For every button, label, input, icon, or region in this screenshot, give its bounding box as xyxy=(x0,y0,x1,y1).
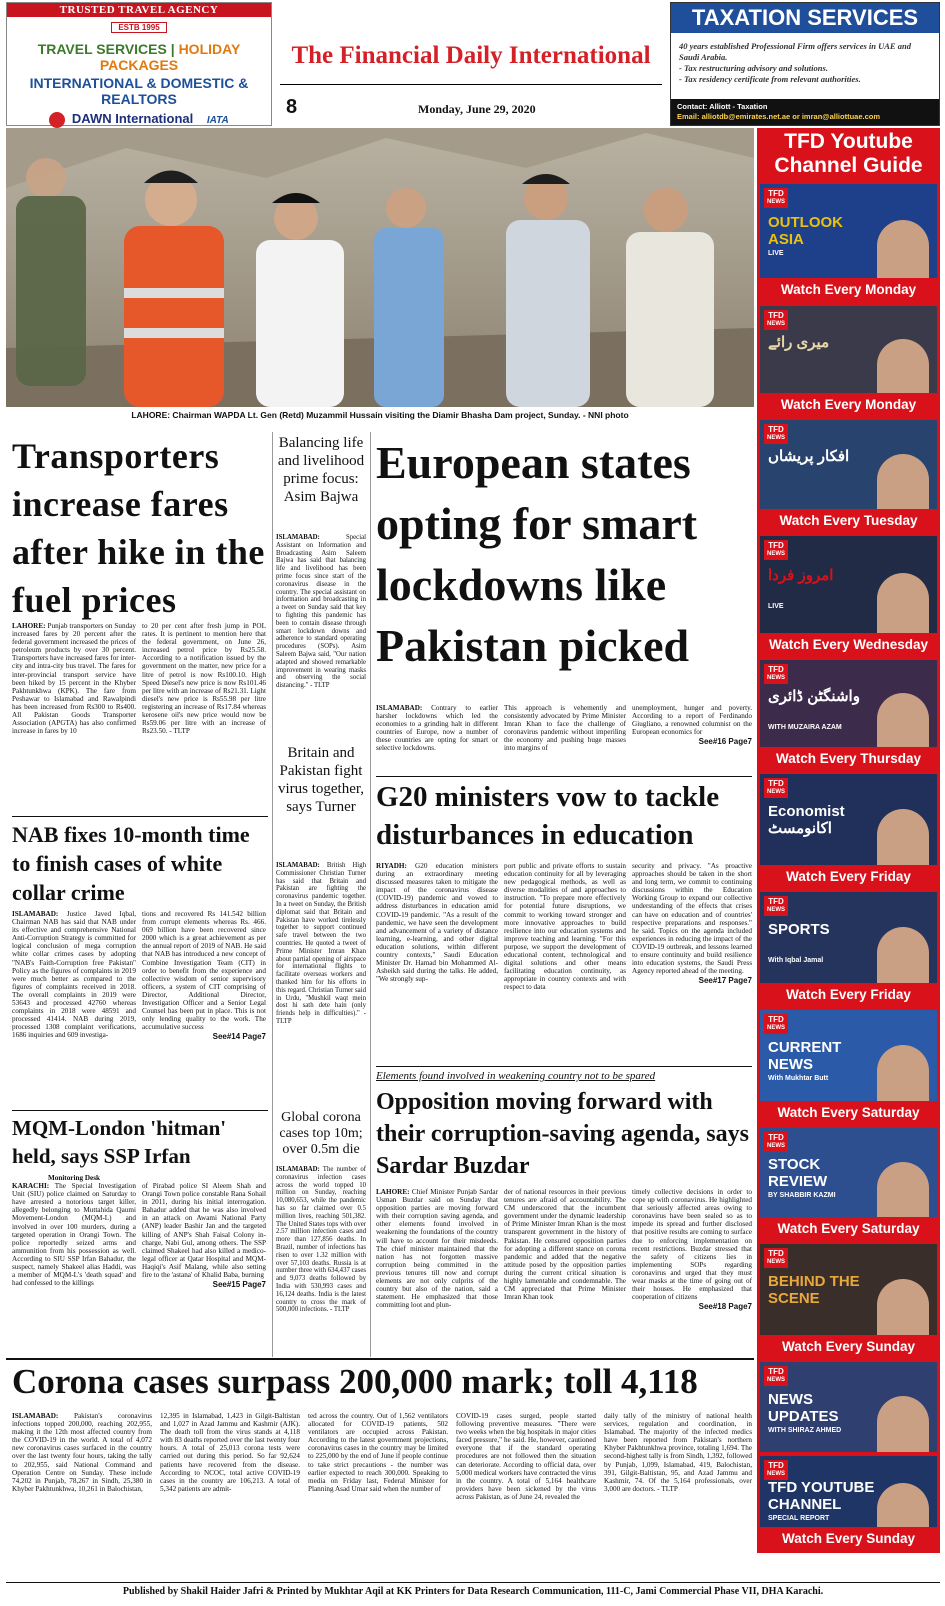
program-card[interactable] xyxy=(760,1456,937,1550)
mqm-col1-text: The Special Investigation Unit (SIU) police claimed on Saturday to have arrested a notorious target killer, allegedly belonging to Muttahida Qaumi Movement-London (MQM-L) and involved in over 100 murders, during a targeted operation in Orangi Town. The police reportedly seized arms and ammunition from his possession as well. According to SIU SSP Irfan Bahadur, the suspect, namely Shakeel alias Haddi, was a member of MQM-L's 'death squad' and had confessed to the killings xyxy=(12,1182,137,1288)
european-dateline: ISLAMABAD: xyxy=(376,704,423,712)
g20-col3 xyxy=(632,862,752,985)
european-col3-text: unemployment, hunger and poverty. According to a report of Ferdinando Giugliano, a renowned columnist on the European economics for xyxy=(632,704,752,737)
presenter-avatar xyxy=(877,1483,929,1527)
program-sub: LIVE xyxy=(768,250,784,257)
footer-rule xyxy=(6,1582,940,1583)
tfd-badge-text: TFD xyxy=(768,541,784,550)
program-thumbnail xyxy=(760,1128,937,1217)
opposition-col3 xyxy=(632,1188,752,1311)
program-thumbnail xyxy=(760,660,937,747)
footer-imprint: Published by Shakil Haider Jafri & Printed by Mukhtar Aqil at KK Printers for Data Research Communication, 111-C, Jami Commercial Phase VII, DHA Karachi. xyxy=(122,1586,824,1597)
opposition-jump[interactable]: See#18 Page7 xyxy=(698,1302,752,1312)
dam-visit-photo xyxy=(6,128,754,407)
program-name: BEHIND THE SCENE xyxy=(768,1273,860,1307)
tfd-news-badge xyxy=(764,188,788,208)
g20-col1 xyxy=(376,862,498,983)
britain-body-text: British High Commissioner Christian Turner has said that Britain and Pakistan are fighting the coronavirus pandemic together. In a tweet on Sunday, the British diplomat said that Britain and Pakistan have worked tirelessly together to support continued safe travel between the two countries. He quoted a tweet of Prime Minister Imran Khan about partial opening of airspace for international flights to facilitate overseas workers and thanked him for his efforts in this regard. Christian Turner said in Urdu, "Mushkil waqt mein dost hi sath dete hain (only friends help in difficulties)." - TLTP xyxy=(276,862,366,1025)
tax-ad-line3: - Tax residency certificate from relevant authorities. xyxy=(679,74,861,84)
britain-headline[interactable]: Britain and Pakistan fight virus together, says Turner xyxy=(277,745,365,815)
european-col1-text: Contrary to earlier harsher lockdowns which led the economies to a grinding halt in different countries of Europe, now a number of these countries are opting for smart or selective lockdowns. xyxy=(376,704,499,753)
program-card[interactable] xyxy=(760,660,937,770)
divider xyxy=(12,816,268,817)
program-schedule: Watch Every Saturday xyxy=(760,1218,937,1239)
tax-ad-lines xyxy=(671,33,939,93)
news-badge-text: NEWS xyxy=(767,1143,785,1149)
presenter-avatar xyxy=(877,1279,929,1335)
tax-ad-contact xyxy=(671,99,939,125)
news-badge-text: NEWS xyxy=(767,1259,785,1265)
mqm-headline[interactable]: MQM-London 'hitman' held, says SSP Irfan xyxy=(12,1116,227,1168)
program-sub: WITH MUZAIRA AZAM xyxy=(768,724,842,731)
corona-col2: 12,395 in Islamabad, 1,423 in Gilgit-Baltistan and 1,027 in Azad Jammu and Kashmir (AJK). The death toll from the virus stands at 4,118 with 83 deaths reported over the last twenty four hours. A total of 25,013 corona tests were carried out during this period. So far 92,624 patients have recovered from the disease. According to NCOC, total active COVID-19 cases in the country are 106,213. A total of 5,342 patients are admit- xyxy=(160,1412,300,1493)
nab-col2-text: tions and recovered Rs 141.542 billion from corrupt elements whereas Rs. 466. 069 billion have been recovered since 2000 which is a great achievement as per the annual report of 2019 of NAB. He said that NAB has introduced a new concept of Combine Investigation Team (CIT) in order to benefit from the experience and collective wisdom of senior supervisory officers, a system of CIT comprising of Director, Additional Director, Investigation Officer and a Senior Legal Counsel has been put in place. This is not only lending quality to the work. The accumulative success xyxy=(142,910,266,1032)
program-name: SPORTS xyxy=(768,921,830,938)
opposition-col3-text: timely collective decisions in order to cope up with coronavirus. He highlighted that seriously affected areas owing to coronavirus have been sealed so as to impede its spread and further disclosed that positive results are coming to surface due to enforcing implementation on recent restrictions. Buzdar stressed that the safety of citizens lies in implementing SOPs regarding coronavirus and urged that they must wear masks at the time of going out of their houses. He emphasized that cooperation of citizens xyxy=(632,1188,752,1302)
program-schedule: Watch Every Saturday xyxy=(760,1102,937,1123)
program-sub: With Mukhtar Butt xyxy=(768,1075,829,1082)
program-name: افکار پریشاں xyxy=(768,448,850,465)
tfd-badge-text: TFD xyxy=(768,1015,784,1024)
column-rule xyxy=(272,432,273,1357)
tfd-badge-text: TFD xyxy=(768,425,784,434)
tfd-news-badge xyxy=(764,1132,788,1152)
global-dateline: ISLAMABAD: xyxy=(276,1166,320,1173)
opposition-col1-text: Chief Minister Punjab Sardar Usman Buzdar said on Sunday that opposition parties are moving forward with their corruption saving agenda, and other elements found involved in weakening the foundations of the country will have to account for their misdeeds. The chief minister maintained that the nation has not forgotten massive corruption being committed in the previous tenures till now and corrupt elements are not only culprits of the country but also of the nation, said a statement. He emphasized that those committing loot and plun- xyxy=(376,1188,498,1310)
photo-caption: LAHORE: Chairman WAPDA Lt. Gen (Retd) Muzammil Hussain visiting the Diamir Bhasha Dam project, Sunday. - NNI photo xyxy=(131,410,629,420)
european-col2: This approach is vehemently and consistently advocated by Prime Minister Imran Khan to face the challenge of coronavirus pandemic without imperiling the economy and pushing huge masses into margins of xyxy=(504,704,626,753)
program-thumbnail xyxy=(760,536,937,633)
program-thumbnail xyxy=(760,1244,937,1335)
britain-dateline: ISLAMABAD: xyxy=(276,862,320,869)
program-name: TFD YOUTUBE CHANNEL xyxy=(768,1479,875,1513)
corona-col3: ted across the country. Out of 1,562 ventilators allocated for COVID-19 patients, 502 ventilators are occupied across Pakistan. According to the latest government projections, coronavirus cases in the country may be limited to 225,000 by the end of June if people continue to take strict precautions - the number was earlier expected to reach 300,000. Speaking to media on Friday last, Federal Minister for Planning Asad Umar said when the number of xyxy=(308,1412,448,1493)
masthead-title: The Financial Daily International xyxy=(291,42,651,69)
program-sub: WITH SHIRAZ AHMED xyxy=(768,1427,842,1434)
program-schedule: Watch Every Sunday xyxy=(760,1336,937,1357)
news-badge-text: NEWS xyxy=(767,789,785,795)
program-card[interactable] xyxy=(760,306,937,416)
opposition-headline[interactable]: Opposition moving forward with their corruption-saving agenda, says Sardar Buzdar xyxy=(376,1089,749,1179)
corona-col1 xyxy=(12,1412,152,1493)
global-body-text: The number of coronavirus infection cases across the world topped 10 million on Sunday, reaching 10,080,653, while the pandemic has so far claimed over 0.5 million lives, reaching 501,382. The United States tops with over 2.57 million infection cases and more than 127,856 deaths. In Brazil, number of infections has risen to over 1.32 million with over 57,103 deaths. Russia is at number three with 634,437 cases and 9,073 deaths followed by India with 530,993 cases and 16,124 deaths. India is the latest country to cross the mark of 500,000 infections. - TLTP xyxy=(276,1166,366,1314)
presenter-avatar xyxy=(877,1396,929,1452)
travel-agency-ad[interactable] xyxy=(6,2,272,126)
mqm-jump[interactable]: See#15 Page7 xyxy=(212,1280,266,1290)
tax-ad-title: TAXATION SERVICES xyxy=(671,3,939,33)
opposition-dateline: LAHORE: xyxy=(376,1188,410,1196)
news-badge-text: NEWS xyxy=(767,321,785,327)
presenter-avatar xyxy=(877,927,929,983)
page-number: 8 xyxy=(286,96,298,118)
divider xyxy=(6,1358,754,1360)
news-badge-text: NEWS xyxy=(767,551,785,557)
nab-col1-text: Justice Javed Iqbal, Chairman NAB has said that NAB under its effective and comprehensive National Anti-Corruption Strategy is committed for logical conclusion of mega corruption white collar crimes cases by adopting "NAB's Faith-Corruption free Pakistan" Policy as the figures of complaints in 2019 were much better as compared to the figures of complaints received in 2018. The overall complaints in 2019 were 53643 and processed 42760 whereas complaints in 2018 were 48591 and processed 41414. NAB during 2019, processed 1308 complaint verifications, 1686 inquiries and 609 investiga- xyxy=(12,910,136,1040)
presenter-avatar xyxy=(877,1162,929,1217)
program-card[interactable] xyxy=(760,536,937,656)
ad-services: TRAVEL SERVICES | HOLIDAY PACKAGES xyxy=(37,41,241,73)
opposition-col1 xyxy=(376,1188,498,1309)
ad-company-name: DAWN International xyxy=(71,111,194,126)
ad-services-a: TRAVEL SERVICES xyxy=(37,41,167,57)
g20-dateline: RIYADH: xyxy=(376,862,407,870)
european-col1 xyxy=(376,704,498,753)
britain-body xyxy=(276,862,366,1026)
g20-headline[interactable]: G20 ministers vow to tackle disturbances in education xyxy=(376,781,720,851)
mqm-col2-text: of Pirabad police SI Aleem Shah and Orangi Town police constable Rana Sohail in 2011, during his initial interrogation. Bahadur added that he was also involved in an attack on Awami National Party (ANP) leader Bashir Jan and the targeted killing of ANP's Shah Faisal Colony in-charge, Nabi Gul, among others. The SSP claimed Shakeel had also killed a medico-legal officer at Qatar Hospital and MQM-Haqiqi's Asif Malang, while also setting fire to the 'astana' of Khalid Baba, burning xyxy=(142,1182,266,1280)
tfd-badge-text: TFD xyxy=(768,1367,784,1376)
column-rule xyxy=(370,432,371,1357)
presenter-avatar xyxy=(877,693,929,747)
program-name: امروز فردا xyxy=(768,567,834,584)
program-sub: LIVE xyxy=(768,603,784,610)
news-badge-text: NEWS xyxy=(767,1377,785,1383)
presenter-avatar xyxy=(877,1045,929,1101)
tfd-news-badge xyxy=(764,310,788,330)
tfd-badge-text: TFD xyxy=(768,311,784,320)
program-card[interactable] xyxy=(760,892,937,1006)
european-col3 xyxy=(632,704,752,746)
taxation-services-ad[interactable] xyxy=(670,2,940,126)
program-name: میری رائے xyxy=(768,334,830,351)
news-badge-text: NEWS xyxy=(767,435,785,441)
corona-col5: daily tally of the ministry of national health services, regulation and coordination, in Islamabad. The majority of the infected medics have been reported from Pakistan's northern Khyber Pakhtunkhwa province, totaling 1,694. The second-highest tally is from Sindh, 1,392, followed by Punjab, 1,099, Islamabad, 419, Balochistan, 391, Gilgit-Baltistan, 95, and Azad Jammu and Kashmir, 74. Of the 5,164 professionals, over 3,000 are doctors. - TLTP xyxy=(604,1412,752,1493)
tfd-badge-text: TFD xyxy=(768,779,784,788)
iata-badge: IATA xyxy=(206,115,229,126)
mqm-col2 xyxy=(142,1182,266,1289)
tfd-badge-text: TFD xyxy=(768,897,784,906)
ad-services-c: INTERNATIONAL & DOMESTIC & REALTORS xyxy=(29,75,249,107)
presenter-avatar xyxy=(877,220,929,278)
program-thumbnail xyxy=(760,1456,937,1527)
program-sub: With Iqbal Jamal xyxy=(768,957,824,964)
global-body xyxy=(276,1166,366,1314)
transporters-dateline: LAHORE: xyxy=(12,622,46,630)
program-card[interactable] xyxy=(760,1362,937,1452)
ad-company xyxy=(7,111,271,128)
nab-col1 xyxy=(12,910,136,1040)
corona-col4: COVID-19 cases surged, people started following preventive measures. "There were two weeks when the big hospitals in major cities faced pressure," he said. He, however, cautioned everyone that if the standard operating procedures are not followed then the situation can deteriorate. According to official data, over 5,000 medical workers have contracted the virus in the country. A total of 5,164 healthcare providers have been sickened by the virus across Pakistan, as of June 24, revealed the xyxy=(456,1412,596,1501)
corona-col1-text: Pakistan's coronavirus infections topped 200,000, reaching 202,955, making it the 12th most affected country from the COVID-19 in the world. A total of 4,072 new coronavirus cases surfaced in the country over the last twenty four hours, taking the tally to 202,955, said National Command and Operation Centre on Sunday. These include 74,202 in Punjab, 78,267 in Sindh, 25,380 in Khyber Pakhtunkhwa, 10,261 in Balochistan, xyxy=(12,1412,152,1493)
g20-col3-text: security and privacy. "As proactive approaches should be taken in the short and long term, we commit to continuing discussions within the Education Working Group to expand our collective understanding of the effects that crises can have on education and of countries' respective preparations and responses." he said. Topics on the agenda included experiences in reducing the impact of the COVID-19 outbreak, and lessons learned to ensure continuity and build resilience into education systems, the Saudi Press Agency reported ahead of the meeting. xyxy=(632,862,752,976)
news-badge-text: NEWS xyxy=(767,907,785,913)
corona-headline[interactable]: Corona cases surpass 200,000 mark; toll 4,118 xyxy=(12,1362,698,1401)
program-sub: SPECIAL REPORT xyxy=(768,1515,830,1522)
program-thumbnail xyxy=(760,1362,937,1452)
tfd-badge-text: TFD xyxy=(768,1133,784,1142)
tfd-badge-text: TFD xyxy=(768,665,784,674)
divider xyxy=(12,1110,268,1111)
global-headline[interactable]: Global corona cases top 10m; over 0.5m die xyxy=(279,1110,363,1157)
program-schedule: Watch Every Friday xyxy=(760,984,937,1005)
program-thumbnail xyxy=(760,774,937,865)
balancing-dateline: ISLAMABAD: xyxy=(276,534,320,541)
program-name: OUTLOOK ASIA xyxy=(768,214,843,248)
opposition-kicker: Elements found involved in weakening country not to be spared xyxy=(376,1070,656,1082)
nab-dateline: ISLAMABAD: xyxy=(12,910,59,918)
presenter-avatar xyxy=(877,573,929,633)
nab-col2 xyxy=(142,910,266,1042)
plane-logo-icon xyxy=(49,112,65,128)
program-schedule: Watch Every Friday xyxy=(760,866,937,887)
presenter-avatar xyxy=(877,454,929,509)
tfd-badge-text: TFD xyxy=(768,1461,784,1470)
transporters-col2: to 20 per cent after fresh jump in POL rates. It is pertinent to mention here that the federal government, on June 26, increased petrol price by Rs25.58. According to a notification issued by the government on the matter, new price for a litre of petrol is now Rs100.10. High Speed Diesel's new price is now Rs101.46 per litre with an increase of Rs21.31. Light diesel's new price is Rs55.98 per litre registering an increase of Rs17.84 whereas kerosene oil's new price would now be Rs59.06 per litre with an increase of Rs23.50. - TLTP xyxy=(142,622,266,736)
program-name: Economist اکانومسٹ xyxy=(768,803,845,837)
tfd-news-badge xyxy=(764,540,788,560)
program-card[interactable] xyxy=(760,1010,937,1124)
tfd-badge-text: TFD xyxy=(768,189,784,198)
program-schedule: Watch Every Thursday xyxy=(760,748,937,769)
program-name: NEWS UPDATES xyxy=(768,1391,839,1425)
masthead-rule xyxy=(280,84,662,85)
program-thumbnail xyxy=(760,184,937,278)
european-jump[interactable]: See#16 Page7 xyxy=(698,737,752,747)
corona-dateline: ISLAMABAD: xyxy=(12,1412,59,1420)
tfd-news-badge xyxy=(764,896,788,916)
ad-estd: ESTB 1995 xyxy=(111,22,166,33)
program-thumbnail xyxy=(760,892,937,983)
mqm-byline: Monitoring Desk xyxy=(47,1174,101,1182)
presenter-avatar xyxy=(877,809,929,865)
g20-jump[interactable]: See#17 Page7 xyxy=(698,976,752,986)
sidebar-title: TFD Youtube Channel Guide xyxy=(774,130,923,177)
tax-ad-line2: - Tax restructuring advisory and solutions. xyxy=(679,63,828,73)
program-card[interactable] xyxy=(760,1244,937,1358)
program-name: CURRENT NEWS xyxy=(768,1039,842,1073)
program-card[interactable] xyxy=(760,420,937,532)
nab-jump[interactable]: See#14 Page7 xyxy=(212,1032,266,1042)
tfd-news-badge xyxy=(764,1248,788,1268)
program-schedule: Watch Every Monday xyxy=(760,394,937,415)
ad-brand: TRUSTED TRAVEL AGENCY xyxy=(7,3,271,17)
program-thumbnail xyxy=(760,306,937,393)
tfd-news-badge xyxy=(764,1014,788,1034)
news-badge-text: NEWS xyxy=(767,675,785,681)
news-badge-text: NEWS xyxy=(767,199,785,205)
mqm-col1 xyxy=(12,1174,136,1287)
g20-col2: port public and private efforts to sustain education continuity for all by leveraging new pedagogical methods, as well as diverse modalities of and approaches to instruction. "To prepare more effectively for potential future disruptions, we commit to working toward stronger and more innovative approaches to build resilience into our education systems and improve teaching and learning. "For this purpose, we support the development of educational content, technological and digital solutions and other means facilitating education continuity, as appropriate in country contexts and with respect to data xyxy=(504,862,626,992)
transporters-col1 xyxy=(12,622,136,735)
presenter-avatar xyxy=(877,339,929,393)
ad-services-b: HOLIDAY PACKAGES xyxy=(99,41,241,73)
balancing-headline[interactable]: Balancing life and livelihood prime focus: Asim Bajwa xyxy=(277,435,365,505)
program-schedule: Watch Every Sunday xyxy=(760,1528,937,1549)
program-name: واشنگٹن ڈائری xyxy=(768,688,860,705)
program-schedule: Watch Every Tuesday xyxy=(760,510,937,531)
program-sub: BY SHABBIR KAZMI xyxy=(768,1192,836,1199)
opposition-col2: der of national resources in their previous tenures are afraid of accountability. The CM underscored that the incumbent government under the dynamic leadership of Prime Minister Imran Khan is the most transparent government in the history of Pakistan. He censured opposition parties for adopting a different stance on corona pandemic and added that the negative attitude posed by the opposition parties during the current critical situation is highly lamentable and condemnable. The CM appreciated that Prime Minister Imran Khan took xyxy=(504,1188,626,1302)
balancing-body xyxy=(276,534,366,690)
program-card[interactable] xyxy=(760,1128,937,1240)
tfd-news-badge xyxy=(764,664,788,684)
news-badge-text: NEWS xyxy=(767,1025,785,1031)
program-schedule: Watch Every Wednesday xyxy=(760,634,937,655)
tax-ad-line1: 40 years established Professional Firm offers services in UAE and Saudi Arabia. xyxy=(679,41,911,62)
tfd-news-badge xyxy=(764,1460,788,1480)
program-thumbnail xyxy=(760,1010,937,1101)
tfd-news-badge xyxy=(764,778,788,798)
g20-col1-text: G20 education ministers during an extraordinary meeting discussed measures taken to mitigate the impact of the coronavirus disease (COVID-19) pandemic and vowed to address disturbances in education amid COVID-19 pandemic. "As a result of the pandemic, we have seen the development and advancement of a variety of distance learning, e-learning, and other digital education solutions, within different country contexts," Saudi Education Minister Dr. Hamad bin Mohammed Al-Asheikh said during the talks. He added, "We strongly sup- xyxy=(376,862,499,984)
program-card[interactable] xyxy=(760,774,937,888)
program-name: STOCK REVIEW xyxy=(768,1156,828,1190)
transporters-col1-text: Punjab transporters on Sunday increased fares by 20 percent after the federal government increased the prices of petroleum products by over 30 percent. Transporters have increased fares for inter-city and intra-city bus travel. The fares for inter-provincial transport service have been hiked by 15 percent in the Khyber Pakhtunkhwa (KPK). The fare from Peshawar to Islamabad and Rawalpindi has been increased from Rs300 to Rs400. All Pakistan Goods Transporter Association (APGTA) has also confirmed increase in fares by 10 xyxy=(12,622,136,736)
program-card[interactable] xyxy=(760,184,937,301)
program-schedule: Watch Every Monday xyxy=(760,279,937,300)
tfd-news-badge xyxy=(764,424,788,444)
tax-ad-contact2: Email: alliotdb@emirates.net.ae or imran@alliottuae.com xyxy=(677,112,881,121)
program-thumbnail xyxy=(760,420,937,509)
transporters-headline[interactable]: Transporters increase fares after hike in the fuel prices xyxy=(12,436,265,620)
tfd-news-badge xyxy=(764,1366,788,1386)
european-headline[interactable]: European states opting for smart lockdowns like Pakistan picked xyxy=(376,437,698,671)
tax-ad-contact1: Contact: Alliott - Taxation xyxy=(677,102,768,111)
page-date: Monday, June 29, 2020 xyxy=(418,102,536,116)
news-badge-text: NEWS xyxy=(767,1471,785,1477)
divider xyxy=(376,776,752,777)
nab-headline[interactable]: NAB fixes 10-month time to finish cases of white collar crime xyxy=(12,822,250,905)
lead-photo xyxy=(6,128,754,407)
divider xyxy=(376,1066,752,1067)
tfd-badge-text: TFD xyxy=(768,1249,784,1258)
balancing-body-text: Special Assistant on Information and Broadcasting Asim Saleem Bajwa has said that balancing life and livelihood has been prime focus since start of the coronavirus disease in the country. The special assistant on information and broadcasting in a tweet on Sunday said that key to fighting this pandemic has been to contain disease through smart lockdown downs and adherence to standard operating procedures (SOPs). Asim Saleem Bajwa said, "Our nation adapted and showed remarkable improvement in wearing masks and observing the social distancing." - TLTP xyxy=(276,534,366,690)
mqm-dateline: KARACHI: xyxy=(12,1182,50,1191)
